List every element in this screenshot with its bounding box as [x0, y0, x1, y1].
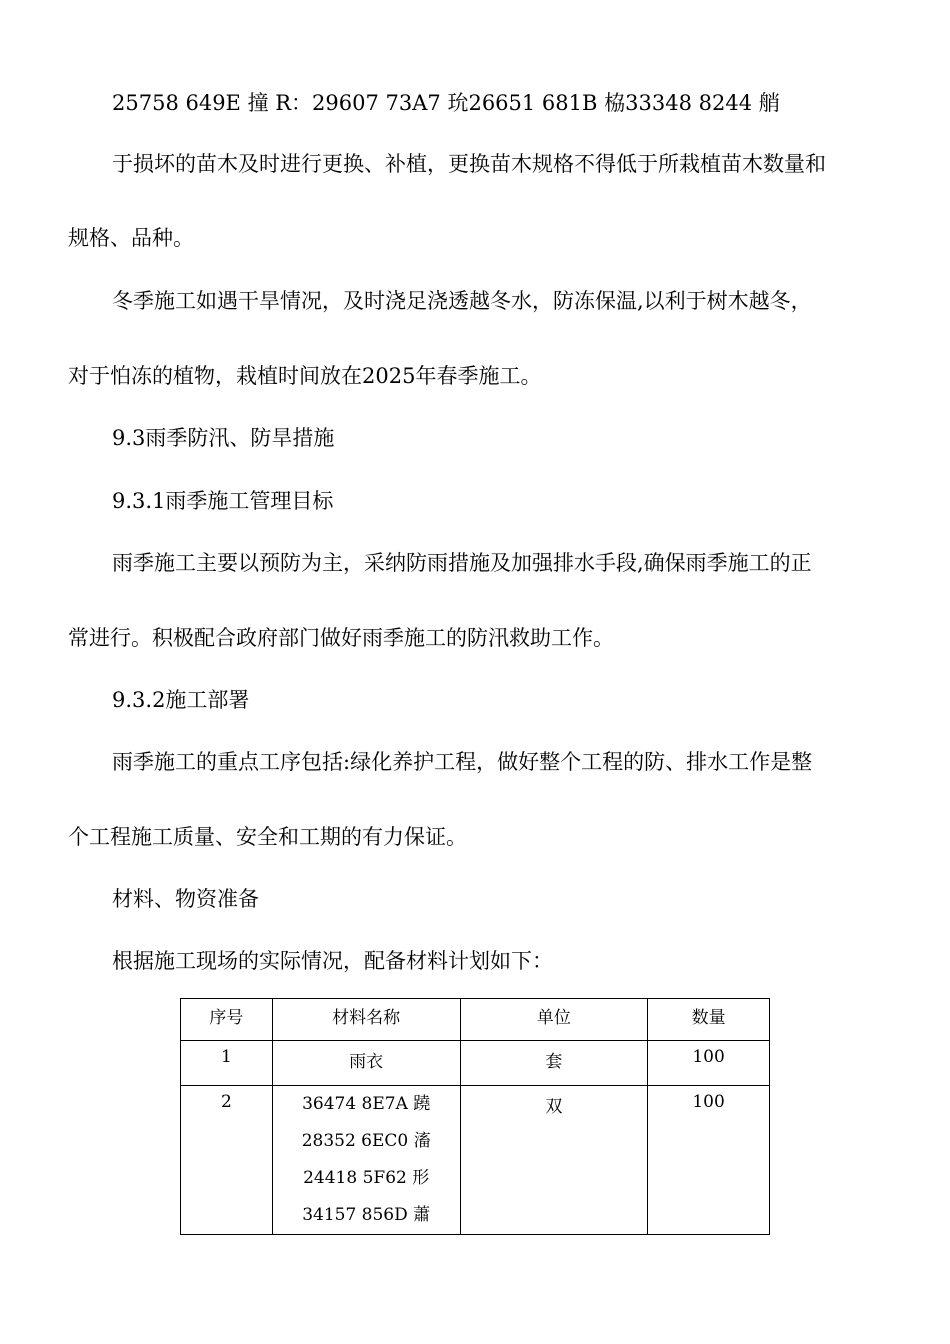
paragraph-line: 对于怕冻的植物，栽植时间放在2025年春季施工。 [68, 364, 542, 388]
header-cell-name: 材料名称 [272, 999, 460, 1041]
cell-name-line: 36474 8E7A 蹺 [302, 1094, 431, 1114]
paragraph-line: 个工程施工质量、安全和工期的有力保证。 [68, 825, 467, 849]
cell-no: 1 [181, 1041, 273, 1086]
header-cell-qty: 数量 [648, 999, 770, 1041]
paragraph-line: 根据施工现场的实际情况，配备材料计划如下： [112, 949, 553, 973]
paragraph-line: 规格、品种。 [68, 226, 194, 250]
paragraph-line: 雨季施工主要以预防为主，采纳防雨措施及加强排水手段,确保雨季施工的正 [112, 551, 812, 575]
cell-qty: 100 [648, 1086, 770, 1235]
paragraph-line: 常进行。积极配合政府部门做好雨季施工的防汛救助工作。 [68, 626, 614, 650]
table-row [181, 1086, 770, 1235]
paragraph-line: 材料、物资准备 [112, 887, 259, 911]
cell-unit: 双 [460, 1086, 648, 1235]
section-heading: 9.3雨季防汛、防旱措施 [112, 426, 335, 450]
cell-name [272, 1086, 460, 1235]
table-row [181, 1041, 770, 1086]
cell-name-line: 24418 5F62 形 [303, 1168, 430, 1188]
cell-no: 2 [181, 1086, 273, 1235]
cell-name-line: 28352 6EC0 滀 [301, 1131, 431, 1151]
paragraph-line: 冬季施工如遇干旱情况，及时浇足浇透越冬水，防冻保温,以利于树木越冬， [112, 289, 812, 313]
table-header-row [181, 999, 770, 1041]
cell-name-line: 34157 856D 蕭 [302, 1205, 431, 1225]
paragraph-line: 雨季施工的重点工序包括:绿化养护工程，做好整个工程的防、排水工作是整 [112, 750, 813, 774]
materials-table [180, 998, 770, 1235]
header-cell-no: 序号 [181, 999, 273, 1041]
subsection-heading: 9.3.2施工部署 [112, 688, 250, 712]
cell-name: 雨衣 [272, 1041, 460, 1086]
cell-qty: 100 [648, 1041, 770, 1086]
paragraph-line: 25758 649E 撞 R：29607 73A7 玧26651 681B 栛33348 8244 艄 [112, 91, 780, 115]
subsection-heading: 9.3.1雨季施工管理目标 [112, 489, 334, 513]
header-cell-unit: 单位 [460, 999, 648, 1041]
cell-unit: 套 [460, 1041, 648, 1086]
paragraph-line: 于损坏的苗木及时进行更换、补植，更换苗木规格不得低于所栽植苗木数量和 [112, 152, 826, 176]
